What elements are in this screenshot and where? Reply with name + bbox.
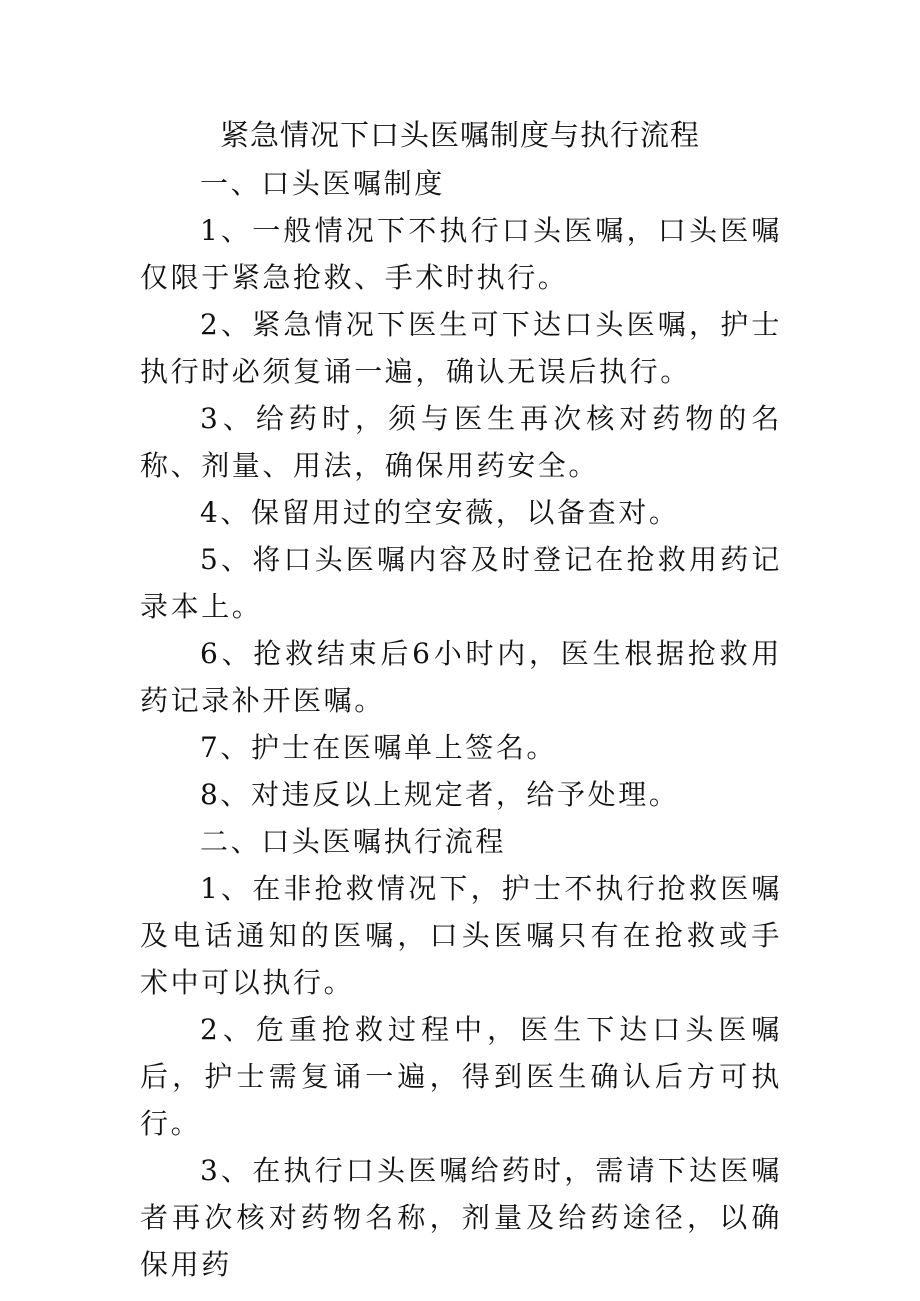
paragraph: 3、给药时，须与医生再次核对药物的名称、剂量、用法，确保用药安全。 [140, 402, 782, 482]
paragraph: 2、紧急情况下医生可下达口头医嘱，护士执行时必须复诵一遍，确认无误后执行。 [140, 308, 782, 388]
paragraph: 6、抢救结束后6小时内，医生根据抢救用药记录补开医嘱。 [140, 637, 782, 717]
paragraph: 4、保留用过的空安薇，以备查对。 [200, 496, 680, 529]
paragraph: 1、在非抢救情况下，护士不执行抢救医嘱及电话通知的医嘱，口头医嘱只有在抢救或手术中可以执行。 [140, 872, 782, 999]
document-title: 紧急情况下口头医嘱制度与执行流程 [219, 118, 700, 152]
paragraph: 3、在执行口头医嘱给药时，需请下达医嘱者再次核对药物名称，剂量及给药途径，以确保用药 [140, 1154, 782, 1281]
paragraph: 1、一般情况下不执行口头医嘱，口头医嘱仅限于紧急抢救、手术时执行。 [140, 214, 782, 294]
paragraph: 7、护士在医嘱单上签名。 [200, 731, 558, 764]
paragraph: 8、对违反以上规定者，给予处理。 [200, 778, 680, 811]
section-heading: 一、口头医嘱制度 [200, 167, 445, 200]
paragraph: 5、将口头医嘱内容及时登记在抢救用药记录本上。 [140, 543, 782, 623]
document-body [140, 160, 782, 1288]
section-heading: 二、口头医嘱执行流程 [200, 825, 507, 858]
paragraph: 2、危重抢救过程中，医生下达口头医嘱后，护士需复诵一遍，得到医生确认后方可执行。 [140, 1013, 782, 1140]
